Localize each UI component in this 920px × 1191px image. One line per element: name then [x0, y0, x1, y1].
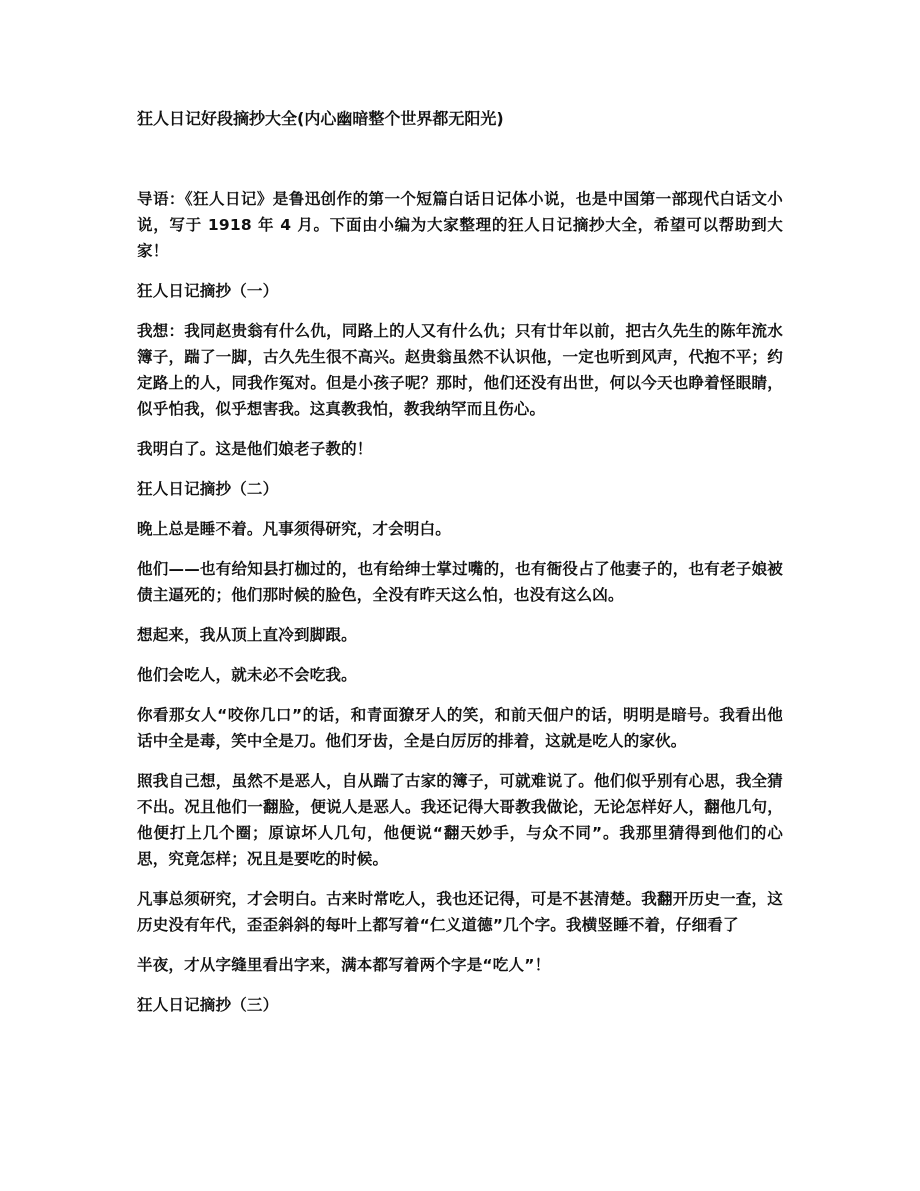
- body-paragraph: 他们——也有给知县打枷过的，也有给绅士掌过嘴的，也有衙役占了他妻子的，也有老子娘被债主逼死的；他们那时候的脸色，全没有昨天这么怕，也没有这么凶。: [137, 560, 783, 604]
- section-heading-2: 狂人日记摘抄（二）: [137, 480, 279, 498]
- document-body: [137, 186, 783, 1032]
- body-paragraph: 他们会吃人，就未必不会吃我。: [137, 666, 357, 684]
- intro-paragraph: 导语：《狂人日记》是鲁迅创作的第一个短篇白话日记体小说，也是中国第一部现代白话文小说，写于 1918 年 4 月。下面由小编为大家整理的狂人日记摘抄大全，希望可以帮助到大家！: [137, 190, 783, 260]
- body-paragraph: 你看那女人“咬你几口”的话，和青面獠牙人的笑，和前天佃户的话，明明是暗号。我看出他话中全是毒，笑中全是刀。他们牙齿，全是白厉厉的排着，这就是吃人的家伙。: [137, 706, 783, 750]
- body-paragraph: 我明白了。这是他们娘老子教的！: [137, 440, 373, 458]
- body-paragraph: 半夜，才从字缝里看出字来，满本都写着两个字是“吃人”！: [137, 956, 551, 974]
- body-paragraph: 想起来，我从顶上直冷到脚跟。: [137, 626, 357, 644]
- body-paragraph: 晚上总是睡不着。凡事须得研究，才会明白。: [137, 520, 452, 538]
- body-paragraph: 我想：我同赵贵翁有什么仇，同路上的人又有什么仇；只有廿年以前，把古久先生的陈年流水簿子，踹了一脚，古久先生很不高兴。赵贵翁虽然不认识他，一定也听到风声，代抱不平；约定路上的人，同我作冤对。但是小孩子呢？那时，他们还没有出世，何以今天也睁着怪眼睛，似乎怕我，似乎想害我。这真教我怕，教我纳罕而且伤心。: [137, 322, 783, 418]
- section-heading-3: 狂人日记摘抄（三）: [137, 996, 279, 1014]
- body-paragraph: 凡事总须研究，才会明白。古来时常吃人，我也还记得，可是不甚清楚。我翻开历史一查，这历史没有年代，歪歪斜斜的每叶上都写着“仁义道德”几个字。我横竖睡不着，仔细看了: [137, 890, 783, 934]
- document-title: 狂人日记好段摘抄大全(内心幽暗整个世界都无阳光): [137, 109, 504, 128]
- section-heading-1: 狂人日记摘抄（一）: [137, 282, 279, 300]
- body-paragraph: 照我自己想，虽然不是恶人，自从踹了古家的簿子，可就难说了。他们似乎别有心思，我全猜不出。况且他们一翻脸，便说人是恶人。我还记得大哥教我做论，无论怎样好人，翻他几句，他便打上几个圈；原谅坏人几句，他便说“翻天妙手，与众不同”。我那里猜得到他们的心思，究竟怎样；况且是要吃的时候。: [137, 772, 783, 868]
